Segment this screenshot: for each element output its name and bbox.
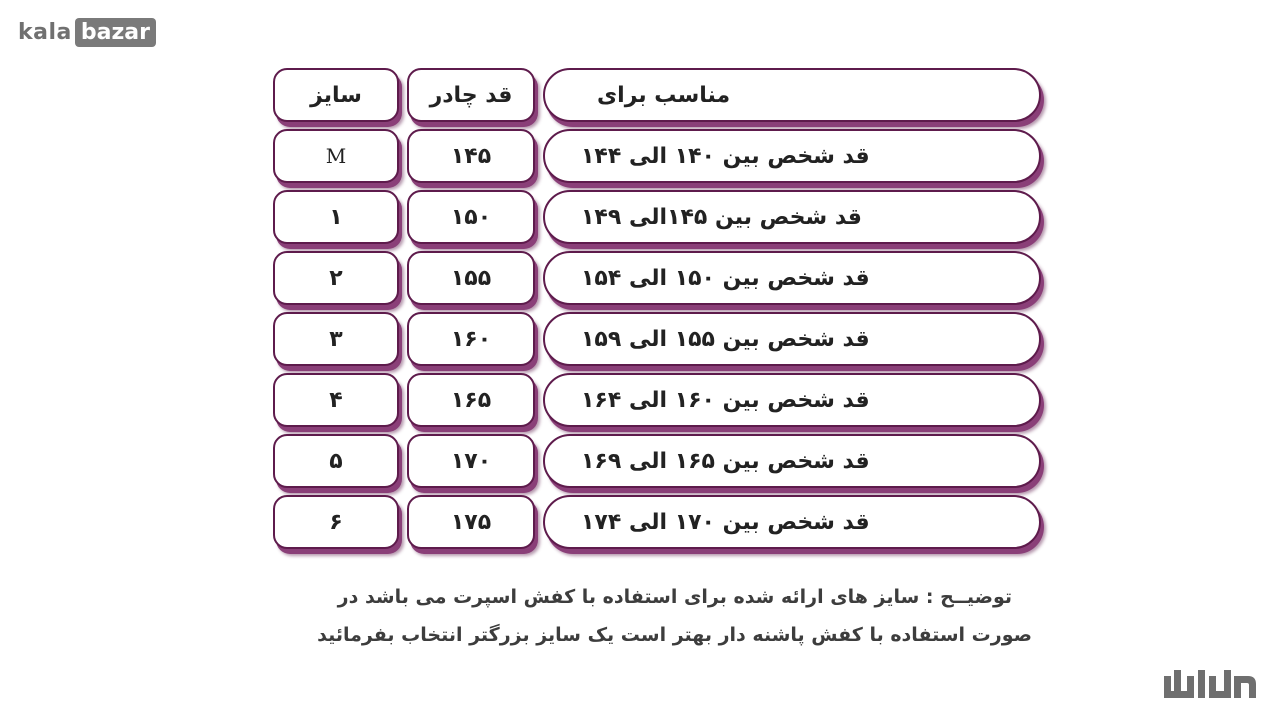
length-cell: ۱۵۵: [407, 251, 535, 305]
suitable-for-cell: [543, 129, 1041, 183]
size-cell: ۱: [273, 190, 399, 244]
table-row: [273, 312, 1043, 366]
size-cell: ۳: [273, 312, 399, 366]
header-suitable-for-label: مناسب برای: [597, 82, 731, 108]
suitable-for-value: قد شخص بین ۱۶۰ الی ۱۶۴: [581, 387, 870, 413]
length-cell: ۱۷۵: [407, 495, 535, 549]
size-value: M: [325, 144, 347, 168]
note-line-1: توضیــح : سایز های ارائه شده برای استفاده با کفش اسپرت می باشد در: [337, 586, 1012, 608]
table-row: [273, 495, 1043, 549]
suitable-for-cell: [543, 434, 1041, 488]
size-cell: ۵: [273, 434, 399, 488]
table-row: [273, 129, 1043, 183]
suitable-for-value: قد شخص بین ۱۵۵ الی ۱۵۹: [581, 326, 870, 352]
suitable-for-cell: [543, 373, 1041, 427]
kalabazar-persian-logo: [1164, 666, 1256, 702]
suitable-for-value: قد شخص بین ۱۴۵الی ۱۴۹: [581, 204, 862, 230]
suitable-for-cell: [543, 251, 1041, 305]
header-chador-length: قد چادر: [407, 68, 535, 122]
logo-text-bazar: bazar: [75, 18, 156, 47]
suitable-for-cell: [543, 495, 1041, 549]
length-cell: ۱۷۰: [407, 434, 535, 488]
header-size: سایز: [273, 68, 399, 122]
suitable-for-value: قد شخص بین ۱۵۰ الی ۱۵۴: [581, 265, 870, 291]
table-row: [273, 251, 1043, 305]
size-cell: ۶: [273, 495, 399, 549]
suitable-for-cell: [543, 312, 1041, 366]
table-header-row: [273, 68, 1043, 122]
length-cell: ۱۵۰: [407, 190, 535, 244]
table-row: [273, 190, 1043, 244]
table-row: [273, 434, 1043, 488]
kalabazar-logo: [18, 17, 156, 47]
length-cell: ۱۴۵: [407, 129, 535, 183]
suitable-for-value: قد شخص بین ۱۴۰ الی ۱۴۴: [581, 143, 870, 169]
size-cell: ۴: [273, 373, 399, 427]
table-row: [273, 373, 1043, 427]
size-note: [268, 578, 1032, 654]
size-cell: [273, 129, 399, 183]
size-cell: ۲: [273, 251, 399, 305]
note-line-2: صورت استفاده با کفش پاشنه دار بهتر است یک سایز بزرگتر انتخاب بفرمائید: [317, 624, 1032, 646]
length-cell: ۱۶۵: [407, 373, 535, 427]
length-cell: ۱۶۰: [407, 312, 535, 366]
suitable-for-cell: [543, 190, 1041, 244]
suitable-for-value: قد شخص بین ۱۷۰ الی ۱۷۴: [581, 509, 870, 535]
suitable-for-value: قد شخص بین ۱۶۵ الی ۱۶۹: [581, 448, 870, 474]
header-suitable-for: [543, 68, 1041, 122]
logo-text-kala: kala: [18, 19, 72, 45]
kalabazar-wordmark-icon: [1164, 666, 1256, 702]
